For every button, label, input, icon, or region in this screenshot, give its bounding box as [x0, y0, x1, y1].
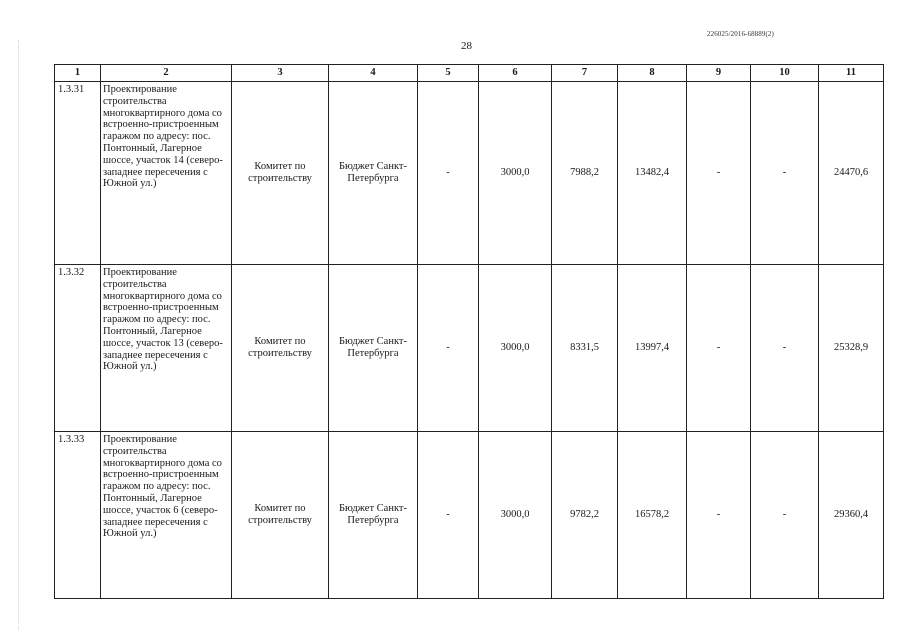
column-header: 11	[819, 65, 884, 82]
row-value-col10: -	[751, 265, 819, 432]
row-funding-source: Бюджет Санкт-Петербурга	[329, 432, 418, 599]
row-executor: Комитет по строительству	[232, 265, 329, 432]
row-number: 1.3.32	[55, 265, 101, 432]
column-header: 4	[329, 65, 418, 82]
row-value-col6: 3000,0	[479, 432, 552, 599]
table-row	[55, 265, 884, 432]
budget-table	[54, 64, 884, 599]
row-value-col6: 3000,0	[479, 265, 552, 432]
row-number: 1.3.31	[55, 82, 101, 265]
column-header: 9	[687, 65, 751, 82]
row-value-col7: 8331,5	[552, 265, 618, 432]
row-value-col5: -	[418, 432, 479, 599]
row-value-col11: 29360,4	[819, 432, 884, 599]
row-value-col10: -	[751, 432, 819, 599]
column-header: 8	[618, 65, 687, 82]
table-row	[55, 432, 884, 599]
row-value-col8: 13482,4	[618, 82, 687, 265]
column-header: 5	[418, 65, 479, 82]
row-value-col8: 13997,4	[618, 265, 687, 432]
row-value-col8: 16578,2	[618, 432, 687, 599]
column-header: 10	[751, 65, 819, 82]
row-value-col7: 9782,2	[552, 432, 618, 599]
row-value-col6: 3000,0	[479, 82, 552, 265]
row-executor: Комитет по строительству	[232, 82, 329, 265]
row-value-col11: 25328,9	[819, 265, 884, 432]
column-header: 3	[232, 65, 329, 82]
column-header: 2	[101, 65, 232, 82]
column-header: 1	[55, 65, 101, 82]
row-funding-source: Бюджет Санкт-Петербурга	[329, 265, 418, 432]
row-value-col10: -	[751, 82, 819, 265]
row-value-col5: -	[418, 265, 479, 432]
row-executor: Комитет по строительству	[232, 432, 329, 599]
row-value-col5: -	[418, 82, 479, 265]
column-header: 6	[479, 65, 552, 82]
column-header: 7	[552, 65, 618, 82]
document-id: 226025/2016-68889(2)	[707, 30, 774, 38]
page-number: 28	[461, 40, 472, 52]
row-value-col11: 24470,6	[819, 82, 884, 265]
table-header-row	[55, 65, 884, 82]
row-value-col7: 7988,2	[552, 82, 618, 265]
row-description: Проектирование строительства многоквартирного дома со встроенно-пристроенным гаражом по адресу: пос. Понтонный, Лагерное шоссе, участок 13 (северо-западнее пересечения с Южной ул.)	[101, 265, 232, 432]
row-description: Проектирование строительства многоквартирного дома со встроенно-пристроенным гаражом по адресу: пос. Понтонный, Лагерное шоссе, участок 14 (северо-западнее пересечения с Южной ул.)	[101, 82, 232, 265]
row-number: 1.3.33	[55, 432, 101, 599]
row-value-col9: -	[687, 265, 751, 432]
row-funding-source: Бюджет Санкт-Петербурга	[329, 82, 418, 265]
row-description: Проектирование строительства многоквартирного дома со встроенно-пристроенным гаражом по адресу: пос. Понтонный, Лагерное шоссе, участок 6 (северо-западнее пересечения с Южной ул.)	[101, 432, 232, 599]
table-row	[55, 82, 884, 265]
row-value-col9: -	[687, 82, 751, 265]
scan-edge-dots	[18, 40, 20, 630]
row-value-col9: -	[687, 432, 751, 599]
